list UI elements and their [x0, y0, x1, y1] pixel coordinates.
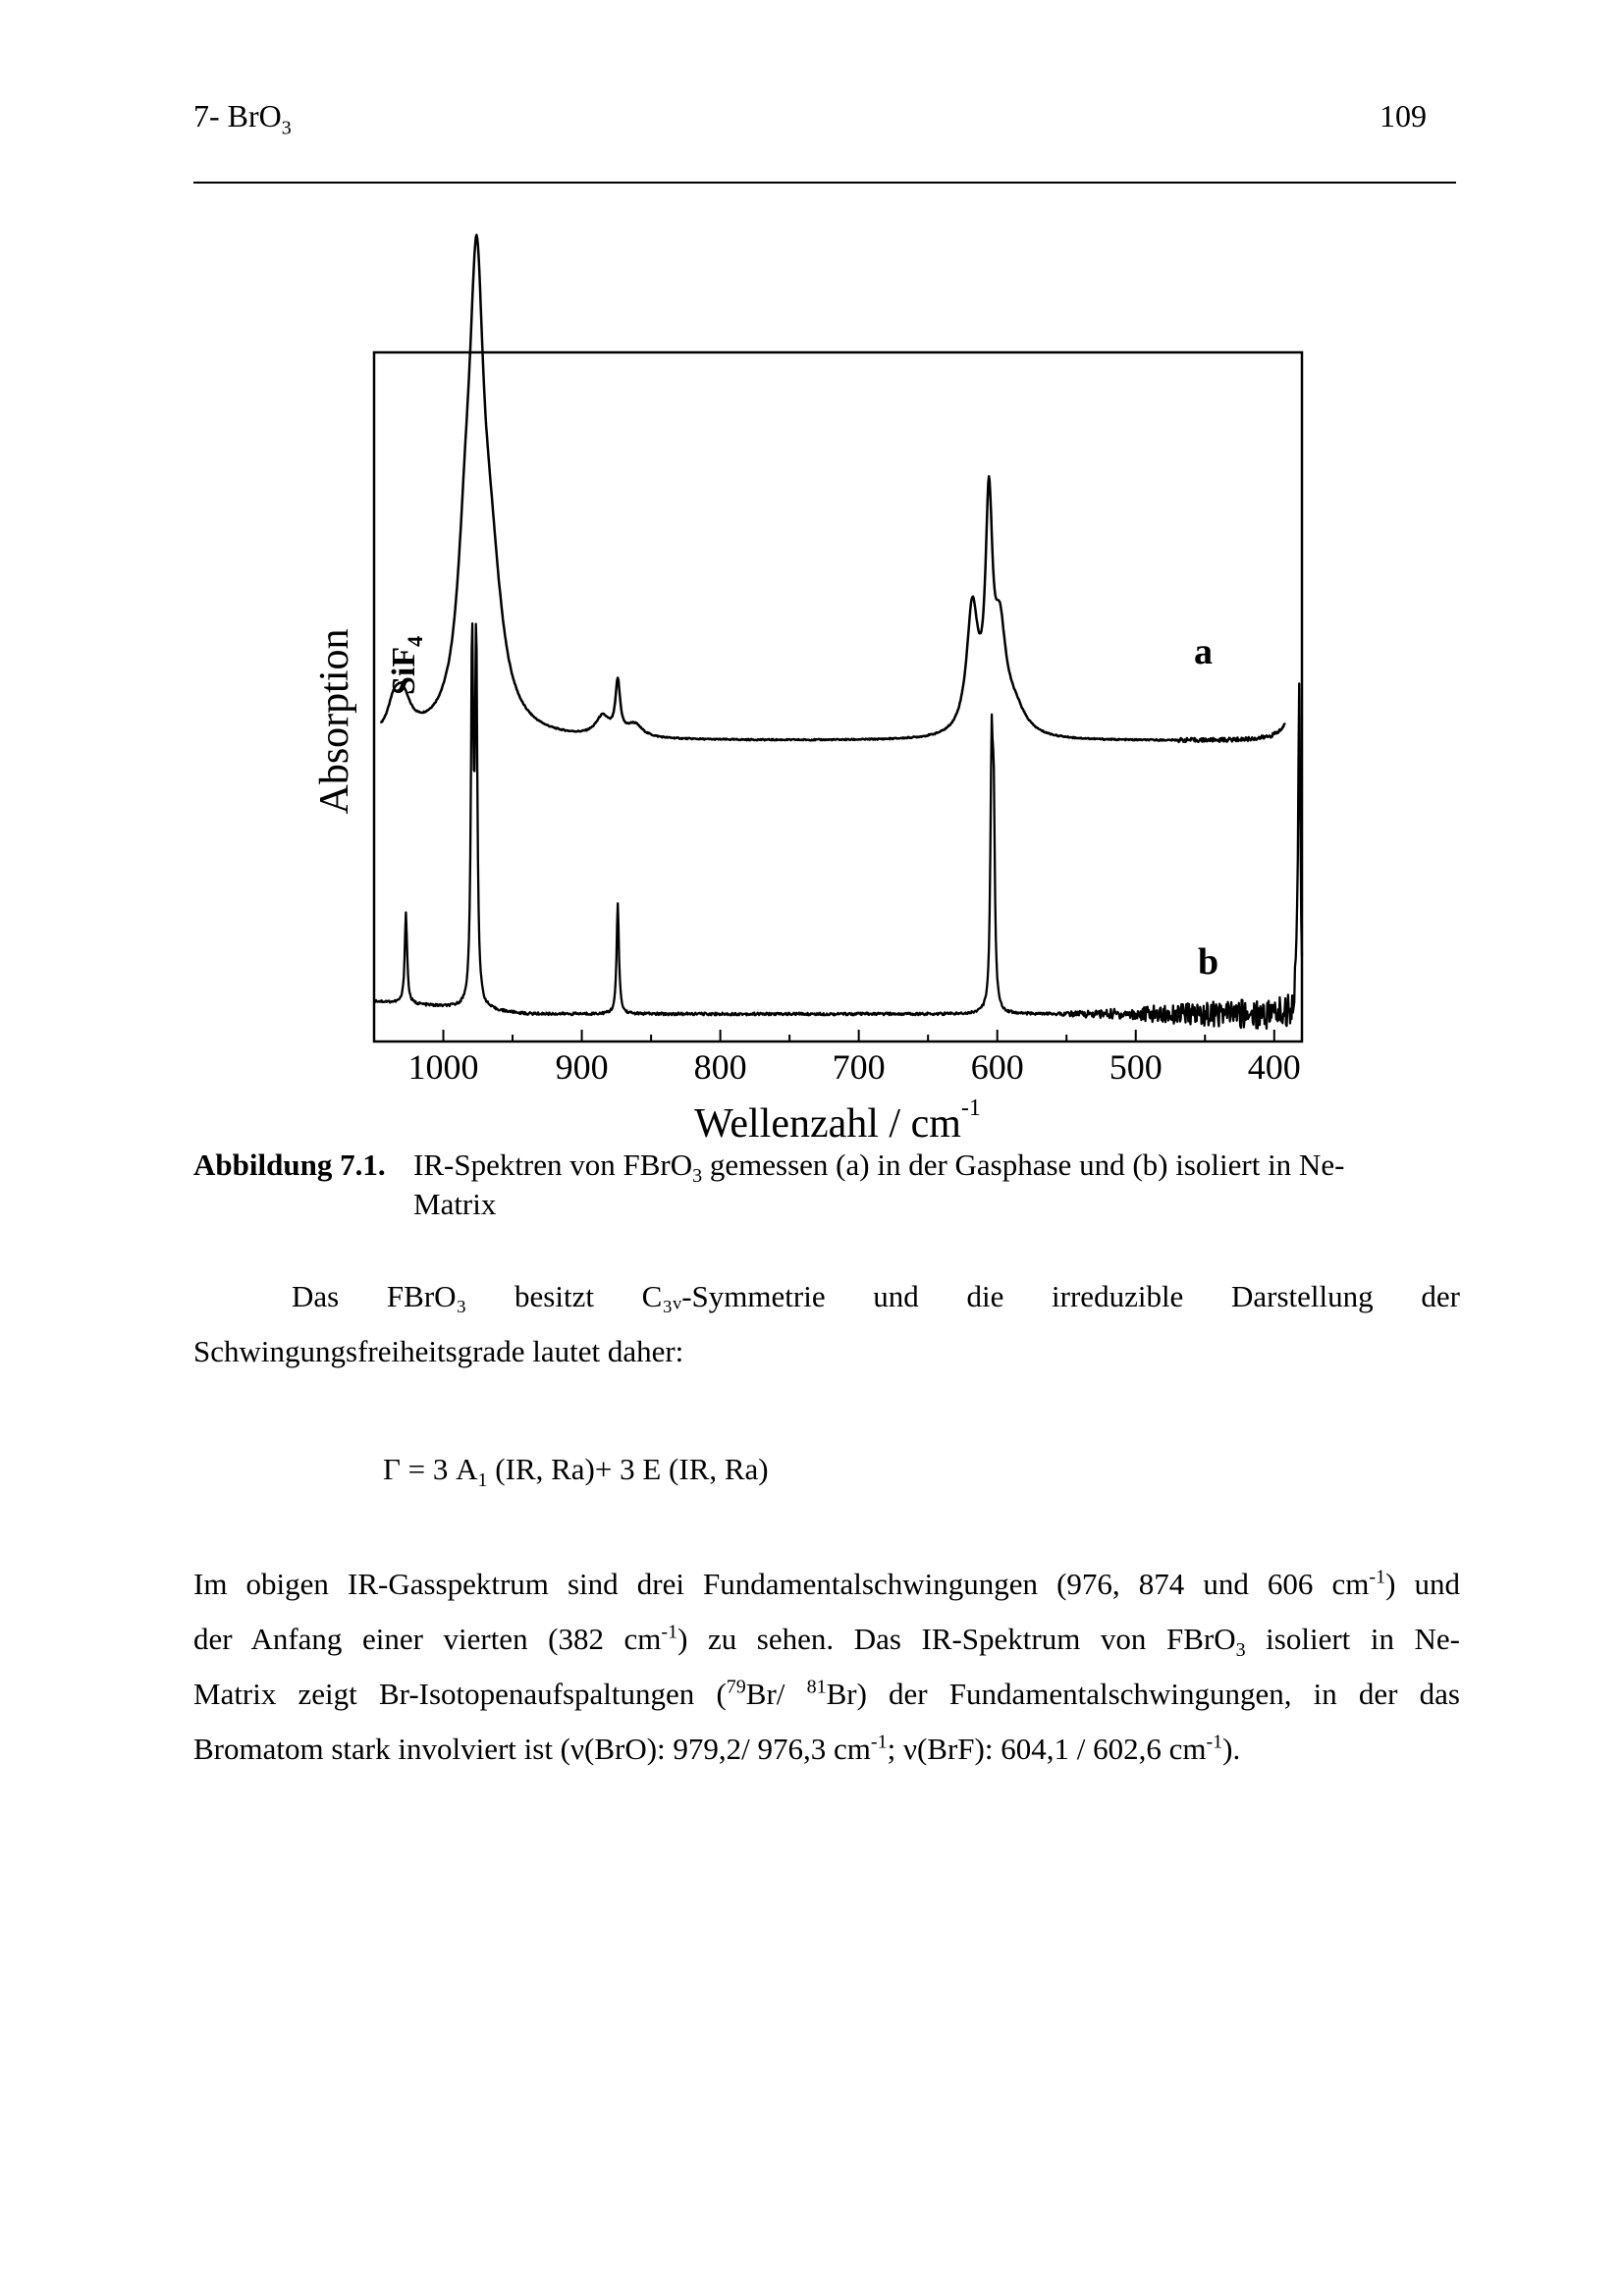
x-tick-label: 600 [970, 1047, 1024, 1087]
paragraph-2 [193, 1567, 1460, 1775]
paragraph-1 [193, 1279, 1460, 1377]
x-axis-label: Wellenzahl / $cm^{-1}$ [694, 1095, 981, 1139]
ir-spectrum-chart [0, 0, 1623, 1139]
label-series-b: b [1198, 941, 1219, 983]
y-axis-label: Absorption [312, 628, 357, 815]
paragraph-2-line-3: Matrix zeigt Br-Isotopenaufspaltungen ($^{79}$Br/ $^{81}$Br) der Fundamentalschwingungen, in der das [193, 1676, 1460, 1711]
paragraph-1-line-1: Das FBrO₃ besitzt C₃ᵥ-Symmetrie und die irreduzible Darstellung der [292, 1279, 1460, 1313]
paragraph-2-line-2: der Anfang einer vierten (382 $cm^{-1}$) zu sehen. Das IR-Spektrum von FBrO$_3$ isoliert in Ne- [193, 1621, 1460, 1662]
x-tick-label: 900 [555, 1047, 609, 1087]
paragraph-2-line-1: Im obigen IR-Gasspektrum sind drei Fundamentalschwingungen (976, 874 und 606 $cm^{-1}$) und [193, 1566, 1460, 1601]
page-number: 109 [1380, 98, 1427, 133]
caption-text-line2: Matrix [413, 1187, 497, 1221]
x-axis-label-sup: -1 [960, 1095, 981, 1121]
caption-label: Abbildung 7.1. [193, 1148, 386, 1182]
plot-frame [374, 352, 1302, 1041]
figure-caption [193, 1146, 1460, 1221]
caption-text-line1: IR-Spektren von FBrO$_3$ gemessen (a) in der Gasphase und (b) isoliert in Ne- [413, 1148, 1345, 1188]
x-tick-label: 700 [832, 1047, 886, 1087]
spectrum-line-a [381, 235, 1285, 742]
paragraph-1-line-2: Schwingungsfreiheitsgrade lautet daher: [193, 1334, 684, 1368]
x-tick-label: 800 [693, 1047, 747, 1087]
symmetry-formula: Γ = 3 $A_1$ (IR, Ra)+ 3 E (IR, Ra) [383, 1452, 769, 1492]
label-series-a: a [1194, 631, 1213, 672]
paragraph-2-line-4: Bromatom stark involviert ist (ν(BrO): 979,2/ 976,3 $cm^{-1}$; ν(BrF): 604,1 / 602,6 $cm^{-1}$). [193, 1731, 1241, 1766]
running-header-chapter: 7- BrO$_3$ [193, 98, 292, 139]
x-tick-label: 1000 [407, 1047, 479, 1087]
x-tick-label: 500 [1109, 1047, 1163, 1087]
spectrum-line-b [374, 623, 1302, 1029]
label-sif4: SiF$_4$ [386, 635, 427, 695]
x-tick-label: 400 [1247, 1047, 1301, 1087]
